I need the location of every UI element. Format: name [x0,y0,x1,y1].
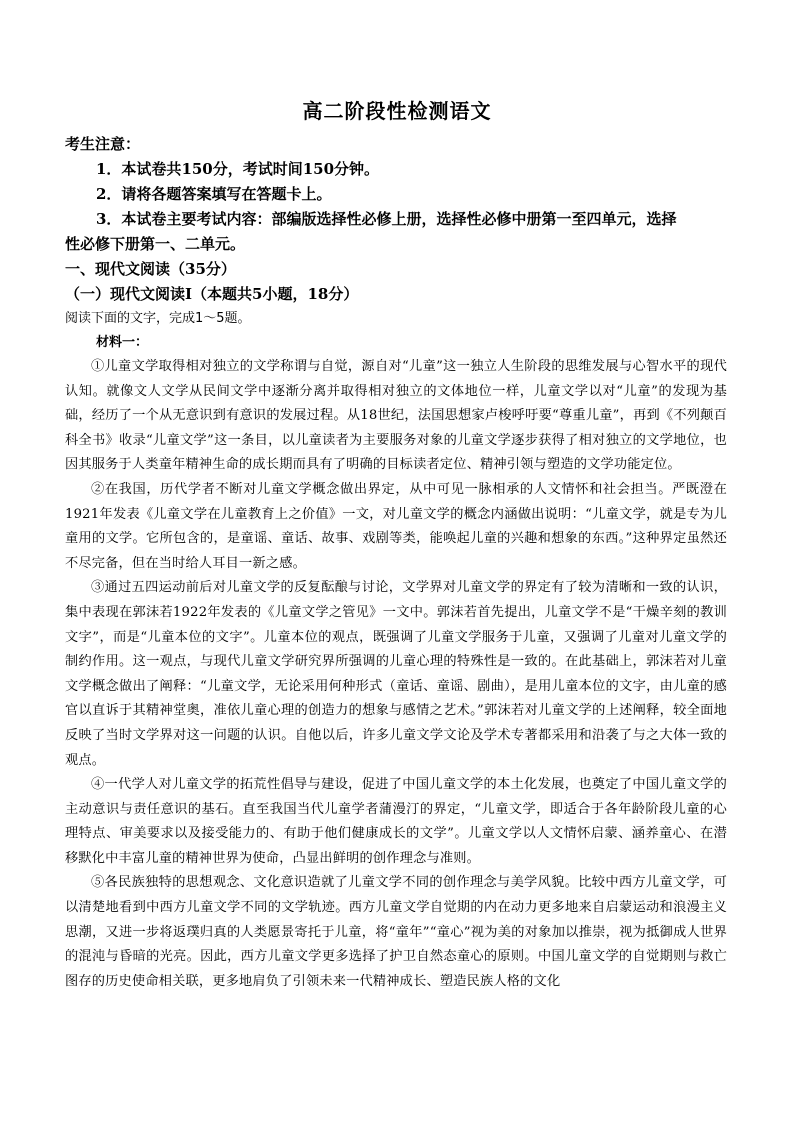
reading-instruction: 阅读下面的文字，完成1～5题。 [65,311,251,326]
material-label: 材料一： [96,335,149,350]
notice-item-1: 1．本试卷共150分，考试时间150分钟。 [96,160,380,178]
notice-item-3-continued: 性必修下册第一、二单元。 [65,235,246,253]
paragraph-3: ③通过五四运动前后对儿童文学的反复酝酿与讨论，文学界对儿童文学的界定有了较为清晰和一致的认识，集中表现在郭沫若1922年发表的《儿童文学之管见》一文中。郭沫若首先提出，儿童文学不是“干燥辛刻的教训文字”，而是“儿童本位的文字”。儿童本位的观点，既强调了儿童文学服务于儿童，又强调了儿童对儿童文学的制约作用。这一观点，与现代儿童文学研究界所强调的儿童心理的特殊性是一致的。在此基础上，郭沫若对儿童文学概念做出了阐释：“儿童文学，无论采用何种形式（童话、童谣、剧曲），是用儿童本位的文字，由儿童的感官以直诉于其精神堂奥，准依儿童心理的创造力的想象与感情之艺术。”郭沫若对儿童文学的上述阐释，较全面地反映了当时文学界对这一问题的认识。自他以后，许多儿童文学文论及学术专著都采用和沿袭了与之大体一致的观点。 [65,580,727,768]
section-heading: 一、现代文阅读（35分） [65,260,236,278]
notice-item-3: 3．本试卷主要考试内容：部编版选择性必修上册，选择性必修中册第一至四单元，选择 [96,210,677,228]
paragraph-2: ②在我国，历代学者不断对儿童文学概念做出界定，从中可见一脉相承的人文情怀和社会担当。严既澄在1921年发表《儿童文学在儿童教育上之价值》一文，对儿童文学的概念内涵做出说明：“儿童文学，就是专为儿童用的文学。它所包含的，是童谣、童话、故事、戏剧等类，能唤起儿童的兴趣和想象的东西。”这种界定虽然还不尽完备，但在当时给人耳目一新之感。 [65,481,727,571]
paragraph-1: ①儿童文学取得相对独立的文学称谓与自觉，源自对“儿童”这一独立人生阶段的思维发展与心智水平的现代认知。就像文人文学从民间文学中逐渐分离并取得相对独立的文体地位一样，儿童文学以对“儿童”的发现为基础，经历了一个从无意识到有意识的发展过程。从18世纪，法国思想家卢梭呼吁要“尊重儿童”，再到《不列颠百科全书》收录“儿童文学”这一条目，以儿童读者为主要服务对象的儿童文学逐步获得了相对独立的文学地位，也因其服务于人类童年精神生命的成长期而具有了明确的目标读者定位、精神引领与塑造的文学功能定位。 [65,359,727,473]
paragraph-4: ④一代学人对儿童文学的拓荒性倡导与建设，促进了中国儿童文学的本土化发展，也奠定了中国儿童文学的主动意识与责任意识的基石。直至我国当代儿童学者蒲漫汀的界定，“儿童文学，即适合于各年龄阶段儿童的心理特点、审美要求以及接受能力的、有助于他们健康成长的文学”。儿童文学以人文情怀启蒙、涵养童心、在潜移默化中丰富儿童的精神世界为使命，凸显出鲜明的创作理念与准则。 [65,777,727,866]
notice-item-2: 2．请将各题答案填写在答题卡上。 [96,185,332,203]
notice-heading: 考生注意： [65,135,141,153]
material-body [65,355,727,994]
page-title: 高二阶段性检测语文 [302,99,492,123]
subsection-heading: （一）现代文阅读Ⅰ（本题共5小题，18分） [65,285,359,303]
paragraph-5: ⑤各民族独特的思想观念、文化意识造就了儿童文学不同的创作理念与美学风貌。比较中西方儿童文学，可以清楚地看到中西方儿童文学不同的文学轨迹。西方儿童文学自觉期的内在动力更多地来自启蒙运动和浪漫主义思潮，又进一步将返璞归真的人类愿景寄托于儿童，将“童年”“童心”视为美的对象加以推崇，视为抵御成人世界的混沌与昏暗的光亮。因此，西方儿童文学更多选择了护卫自然态童心的原则。中国儿童文学的自觉期则与救亡图存的历史使命相关联，更多地肩负了引领未来一代精神成长、塑造民族人格的文化 [65,875,727,989]
